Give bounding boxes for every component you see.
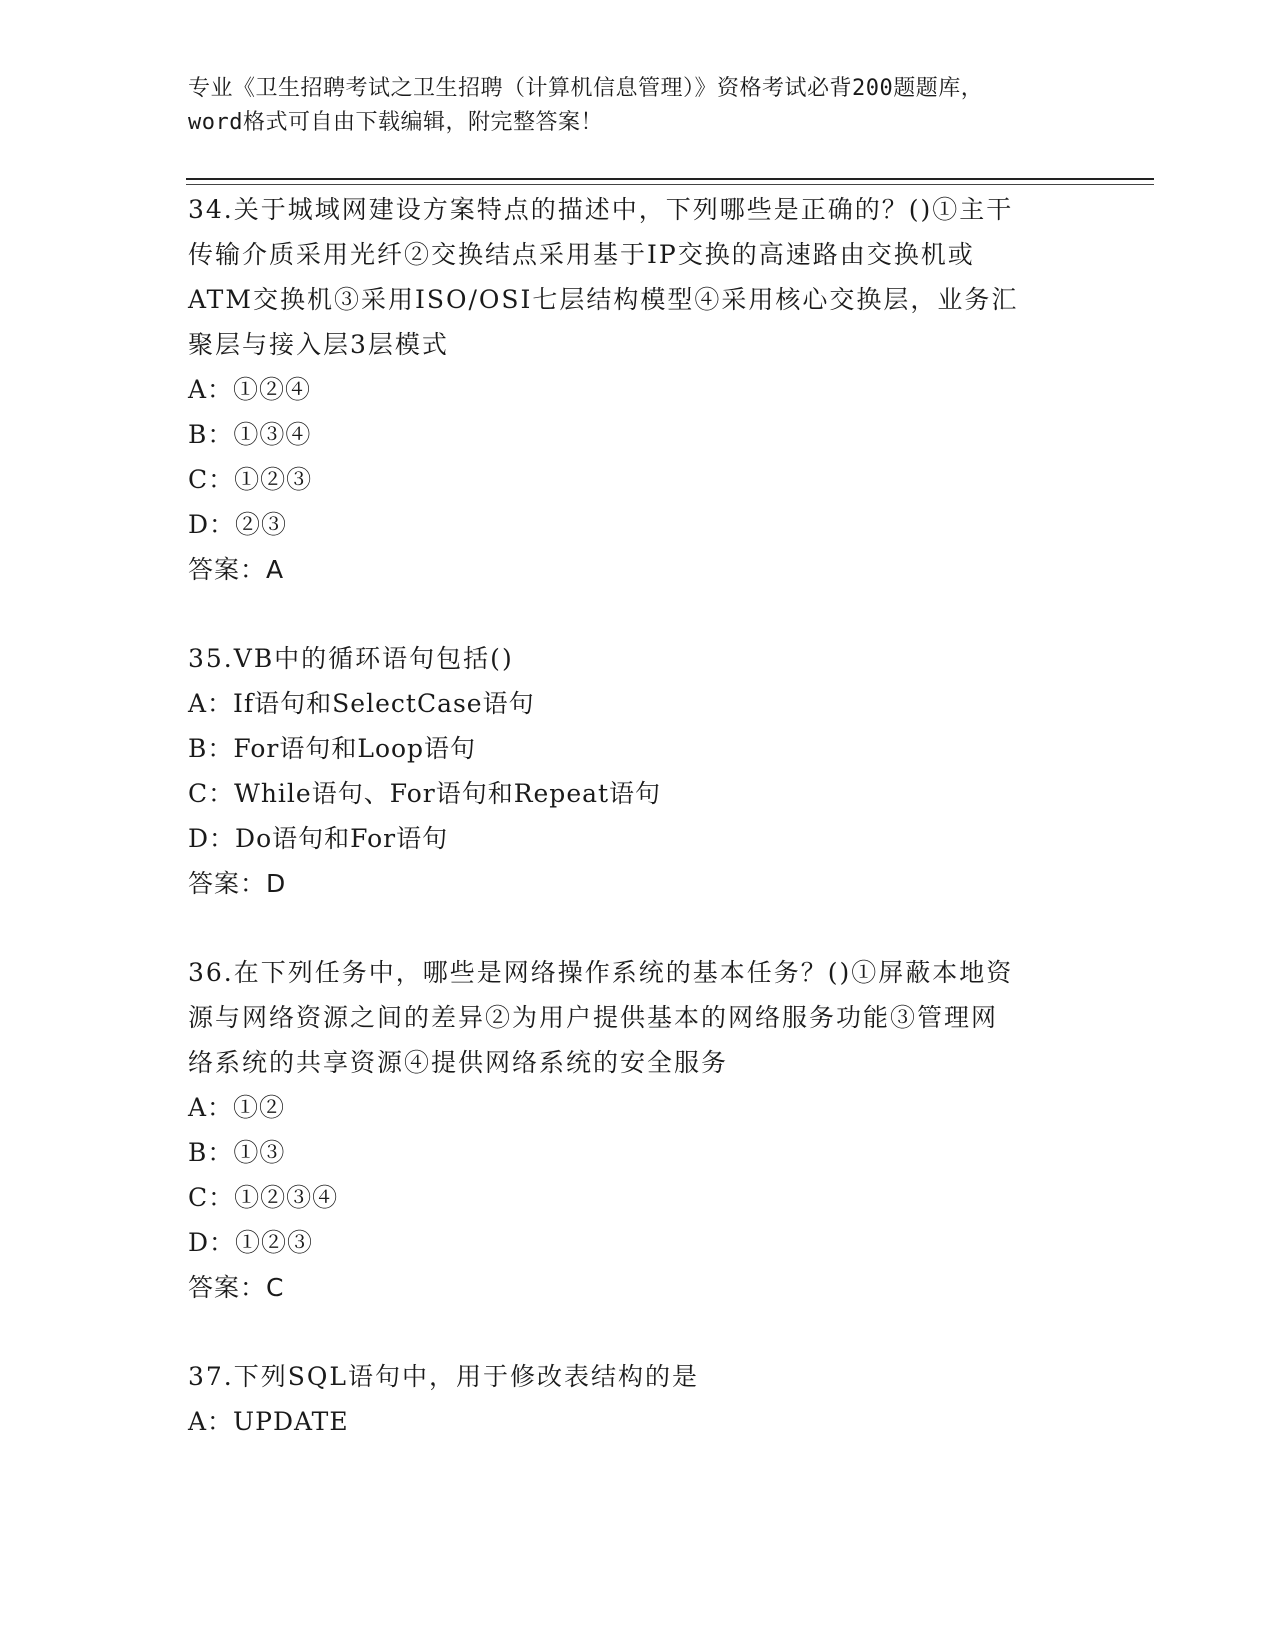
question-35	[188, 636, 1088, 906]
question-text	[188, 950, 1088, 1085]
document-header	[188, 72, 1088, 140]
option-a: A：UPDATE	[188, 1407, 349, 1436]
question-line: 35.VB中的循环语句包括()	[188, 644, 514, 673]
question-list	[188, 187, 1088, 1488]
option-a: A：①②④	[188, 375, 312, 404]
question-line: 36.在下列任务中，哪些是网络操作系统的基本任务？()①屏蔽本地资	[188, 958, 1014, 987]
option-b: B：①③④	[188, 420, 312, 449]
header-line-2: word格式可自由下载编辑，附完整答案！	[188, 110, 603, 135]
header-divider-thick	[186, 178, 1154, 180]
question-line: 源与网络资源之间的差异②为用户提供基本的网络服务功能③管理网	[188, 1003, 999, 1032]
question-37	[188, 1354, 1088, 1444]
option-d: D：①②③	[188, 1228, 314, 1257]
option-d: D：②③	[188, 510, 288, 539]
option-d: D：Do语句和For语句	[188, 824, 449, 853]
option-a: A：If语句和SelectCase语句	[188, 689, 535, 718]
option-c: C：①②③	[188, 465, 313, 494]
question-line: 37.下列SQL语句中，用于修改表结构的是	[188, 1362, 699, 1391]
header-divider-thin	[186, 184, 1154, 185]
question-36	[188, 950, 1088, 1310]
question-text	[188, 1354, 1088, 1399]
option-c: C：While语句、For语句和Repeat语句	[188, 779, 662, 808]
question-line: 聚层与接入层3层模式	[188, 330, 449, 359]
option-b: B：For语句和Loop语句	[188, 734, 477, 763]
answer-label: 答案：A	[188, 555, 285, 584]
answer-label: 答案：C	[188, 1273, 285, 1302]
question-line: ATM交换机③采用ISO/OSI七层结构模型④采用核心交换层，业务汇	[188, 285, 1019, 314]
question-text	[188, 636, 1088, 681]
header-line-1: 专业《卫生招聘考试之卫生招聘（计算机信息管理）》资格考试必背200题题库，	[188, 76, 984, 101]
question-line: 34.关于城域网建设方案特点的描述中，下列哪些是正确的？()①主干	[188, 195, 1014, 224]
option-c: C：①②③④	[188, 1183, 339, 1212]
option-b: B：①③	[188, 1138, 286, 1167]
question-text	[188, 187, 1088, 367]
question-line: 络系统的共享资源④提供网络系统的安全服务	[188, 1048, 729, 1077]
answer-label: 答案：D	[188, 869, 287, 898]
option-a: A：①②	[188, 1093, 286, 1122]
question-34	[188, 187, 1088, 592]
question-line: 传输介质采用光纤②交换结点采用基于IP交换的高速路由交换机或	[188, 240, 975, 269]
